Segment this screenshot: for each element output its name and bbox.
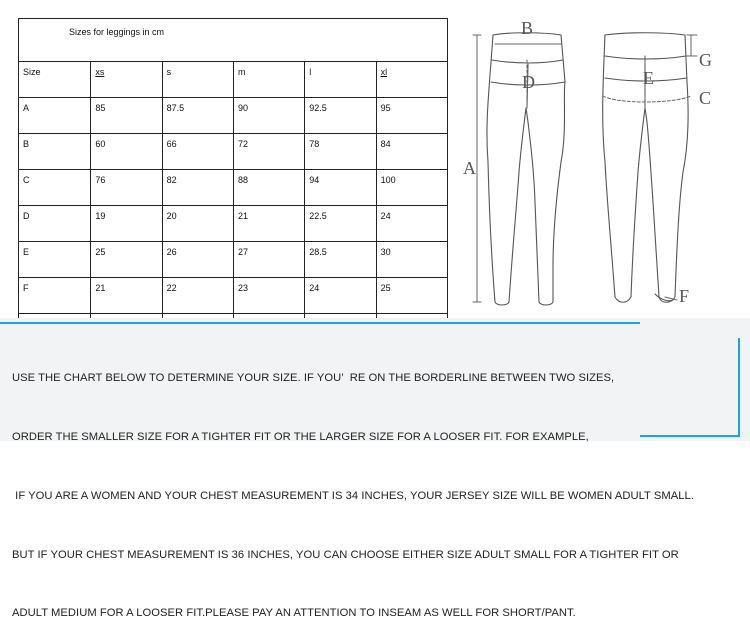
table-cell: 24: [305, 278, 376, 314]
leggings-diagram: [455, 12, 745, 312]
table-row: [19, 278, 448, 314]
table-cell: A: [19, 98, 91, 134]
table-row: [19, 242, 448, 278]
table-cell: 90: [233, 98, 304, 134]
accent-line-right: [738, 338, 740, 435]
header-cell: l: [305, 62, 376, 98]
table-cell: 26: [162, 242, 233, 278]
table-row: [19, 206, 448, 242]
header-cell: xl: [376, 62, 447, 98]
table-row: [19, 98, 448, 134]
measurement-guides: [473, 35, 697, 302]
instruction-line: ORDER THE SMALLER SIZE FOR A TIGHTER FIT OR THE LARGER SIZE FOR A LOOSER FIT. FOR EXAMPLE,: [12, 430, 589, 443]
size-table: [18, 18, 448, 350]
table-title-row: [19, 19, 448, 62]
instruction-line: BUT IF YOUR CHEST MEASUREMENT IS 36 INCHES, YOU CAN CHOOSE EITHER SIZE ADULT SMALL FOR A TIGHTER FIT OR: [12, 548, 679, 561]
table-title: Sizes for leggings in cm: [19, 19, 448, 62]
size-chart-panel: [0, 0, 750, 318]
table-cell: 22.5: [305, 206, 376, 242]
label-d: D: [522, 72, 535, 92]
table-cell: 30: [376, 242, 447, 278]
header-cell: Size: [19, 62, 91, 98]
table-cell: 72: [233, 134, 304, 170]
table-cell: 28.5: [305, 242, 376, 278]
table-cell: 88: [233, 170, 304, 206]
table-cell: 21: [91, 278, 162, 314]
table-cell: 82: [162, 170, 233, 206]
table-cell: 21: [233, 206, 304, 242]
label-c: C: [699, 88, 712, 108]
label-f: F: [679, 286, 690, 306]
accent-line-top: [0, 322, 640, 324]
table-cell: 27: [233, 242, 304, 278]
table-cell: 87.5: [162, 98, 233, 134]
label-a: A: [463, 158, 476, 178]
table-cell: 85: [91, 98, 162, 134]
header-cell: m: [233, 62, 304, 98]
table-cell: 66: [162, 134, 233, 170]
table-cell: 22: [162, 278, 233, 314]
table-cell: 60: [91, 134, 162, 170]
label-e: E: [643, 68, 654, 88]
table-cell: D: [19, 206, 91, 242]
table-cell: 100: [376, 170, 447, 206]
table-cell: 25: [376, 278, 447, 314]
table-cell: 25: [91, 242, 162, 278]
table-cell: 20: [162, 206, 233, 242]
instruction-line: ADULT MEDIUM FOR A LOOSER FIT.PLEASE PAY AN ATTENTION TO INSEAM AS WELL FOR SHORT/PANT.: [12, 607, 576, 620]
table-cell: B: [19, 134, 91, 170]
table-cell: 23: [233, 278, 304, 314]
instruction-line: USE THE CHART BELOW TO DETERMINE YOUR SIZE. IF YOU’ RE ON THE BORDERLINE BETWEEN TWO SIZES,: [12, 372, 615, 385]
table-cell: 24: [376, 206, 447, 242]
table-cell: 78: [305, 134, 376, 170]
table-row: [19, 134, 448, 170]
table-cell: 92.5: [305, 98, 376, 134]
measure-c-ellipse: [603, 96, 691, 102]
instruction-line: IF YOU ARE A WOMEN AND YOUR CHEST MEASUREMENT IS 34 INCHES, YOUR JERSEY SIZE WILL BE WOMEN ADULT SMALL.: [12, 489, 694, 502]
table-cell: 95: [376, 98, 447, 134]
header-cell: xs: [91, 62, 162, 98]
label-g: G: [699, 50, 712, 70]
header-cell: s: [162, 62, 233, 98]
table-cell: E: [19, 242, 91, 278]
table-cell: F: [19, 278, 91, 314]
table-cell: C: [19, 170, 91, 206]
table-row: [19, 170, 448, 206]
sizing-instructions: [12, 330, 732, 644]
label-b: B: [521, 18, 534, 38]
table-cell: 94: [305, 170, 376, 206]
table-cell: 84: [376, 134, 447, 170]
table-header-row: [19, 62, 448, 98]
table-cell: 76: [91, 170, 162, 206]
table-cell: 19: [91, 206, 162, 242]
